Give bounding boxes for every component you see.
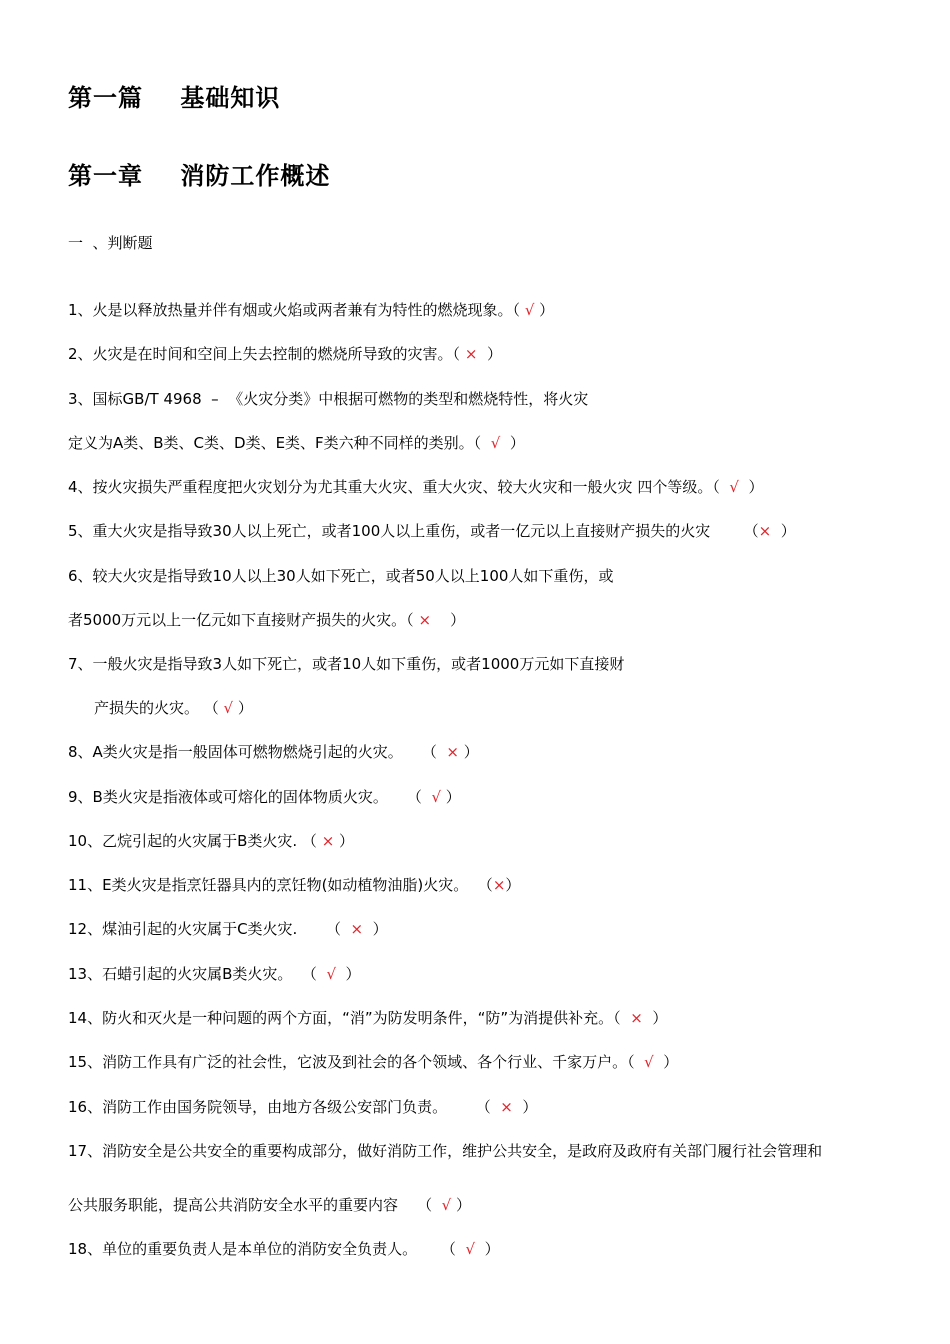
answer-paren-close: ） [642,1009,668,1027]
answer-paren-close: ） [334,832,355,850]
cross-mark-icon: × [418,611,432,629]
question-text: 18、单位的重要负责人是本单位的消防安全负责人。 （ [68,1240,466,1258]
question-line [68,742,479,762]
check-mark-icon: √ [441,1196,452,1214]
question-line [68,875,520,895]
answer-paren-close: ） [451,1196,471,1214]
question-line [68,433,525,453]
cross-mark-icon: × [350,920,364,938]
cross-mark-icon: × [492,876,506,894]
question-text: 定义为A类、B类、C类、D类、E类、F类六种不同样的类别。（ [68,434,491,452]
answer-paren-close: ） [431,611,466,629]
question-line [68,831,354,851]
question-line [68,919,388,939]
answer-paren-close: ） [653,1053,679,1071]
cross-mark-icon: × [758,522,772,540]
cross-mark-icon: × [446,743,459,761]
section-title: 一 、判断题 [68,234,153,252]
answer-paren-close: ） [363,920,388,938]
answer-paren-close: ） [233,699,253,717]
answer-paren-close: ） [505,876,521,894]
question-line [68,654,624,674]
question-text: 4、按火灾损失严重程度把火灾划分为尤其重大火灾、重大火灾、较大火灾和一般火灾 四个等级。（ [68,478,730,496]
question-line [94,698,253,718]
cross-mark-icon: × [321,832,335,850]
check-mark-icon: √ [729,478,739,496]
question-text: 11、E类火灾是指烹饪器具内的烹饪物(如动植物油脂)火灾。 （ [68,876,493,894]
question-text: 6、较大火灾是指导致10人以上30人如下死亡，或者50人以上100人如下重伤，或 [68,567,614,585]
check-mark-icon: √ [644,1053,654,1071]
question-text: 公共服务职能，提高公共消防安全水平的重要内容 （ [68,1196,442,1214]
check-mark-icon: √ [490,434,501,452]
answer-paren-close: ） [336,965,361,983]
question-line [68,389,588,409]
check-mark-icon: √ [465,1240,476,1258]
question-text: 1、火是以释放热量并伴有烟或火焰或两者兼有为特性的燃烧现象。（ [68,301,525,319]
answer-paren-close: ） [512,1098,538,1116]
question-text: 5、重大火灾是指导致30人以上死亡，或者100人以上重伤，或者一亿元以上直接财产损失的火灾 （ [68,522,759,540]
answer-paren-close: ） [771,522,796,540]
question-text: 3、国标GB/T 4968 – 《火灾分类》中根据可燃物的类型和燃烧特性，将火灾 [68,390,589,408]
question-text: 15、消防工作具有广泛的社会性，它波及到社会的各个领域、各个行业、千家万户。（ [68,1053,645,1071]
question-line [68,1141,822,1161]
question-text: 12、煤油引起的火灾属于C类火灾. （ [68,920,351,938]
question-line [68,610,465,630]
answer-paren-close: ） [738,478,764,496]
question-line [68,300,554,320]
answer-paren-close: ） [534,301,555,319]
answer-paren-close: ） [441,788,461,806]
answer-paren-close: ） [459,743,479,761]
cross-mark-icon: × [464,345,478,363]
question-line [68,521,796,541]
question-text: 9、B类火灾是指液体或可熔化的固体物质火灾。 （ [68,788,432,806]
cross-mark-icon: × [500,1098,513,1116]
question-line [68,566,613,586]
question-line [68,964,361,984]
check-mark-icon: √ [524,301,535,319]
question-text: 17、消防安全是公共安全的重要构成部分，做好消防工作，维护公共安全，是政府及政府有关部门履行社会管理和 [68,1142,823,1160]
question-text: 7、一般火灾是指导致3人如下死亡，或者10人如下重伤，或者1000万元如下直接财 [68,655,625,673]
question-text: 13、石蜡引起的火灾属B类火灾。 （ [68,965,327,983]
answer-paren-close: ） [477,345,502,363]
question-text: 14、防火和灭火是一种问题的两个方面，“消”为防发明条件，“防”为消提供补充。（ [68,1009,631,1027]
question-line [68,1052,678,1072]
question-line [68,1097,537,1117]
cross-mark-icon: × [630,1009,643,1027]
chapter-title: 第一章 消防工作概述 [68,162,331,190]
check-mark-icon: √ [326,965,337,983]
question-text: 2、火灾是在时间和空间上失去控制的燃烧所导致的灾害。（ [68,345,465,363]
question-line [68,1008,667,1028]
check-mark-icon: √ [431,788,442,806]
question-text: 16、消防工作由国务院领导，由地方各级公安部门负责。 （ [68,1098,501,1116]
question-line [68,477,763,497]
question-text: 产损失的火灾。 （ [94,699,224,717]
question-line [68,1239,500,1259]
answer-paren-close: ） [500,434,525,452]
question-line [68,1195,471,1215]
part-title: 第一篇 基础知识 [68,84,281,112]
question-text: 8、A类火灾是指一般固体可燃物燃烧引起的火灾。 （ [68,743,447,761]
question-line [68,787,461,807]
question-text: 者5000万元以上一亿元如下直接财产损失的火灾。（ [68,611,419,629]
question-line [68,344,502,364]
check-mark-icon: √ [223,699,234,717]
answer-paren-close: ） [475,1240,500,1258]
question-text: 10、乙烷引起的火灾属于B类火灾. （ [68,832,322,850]
